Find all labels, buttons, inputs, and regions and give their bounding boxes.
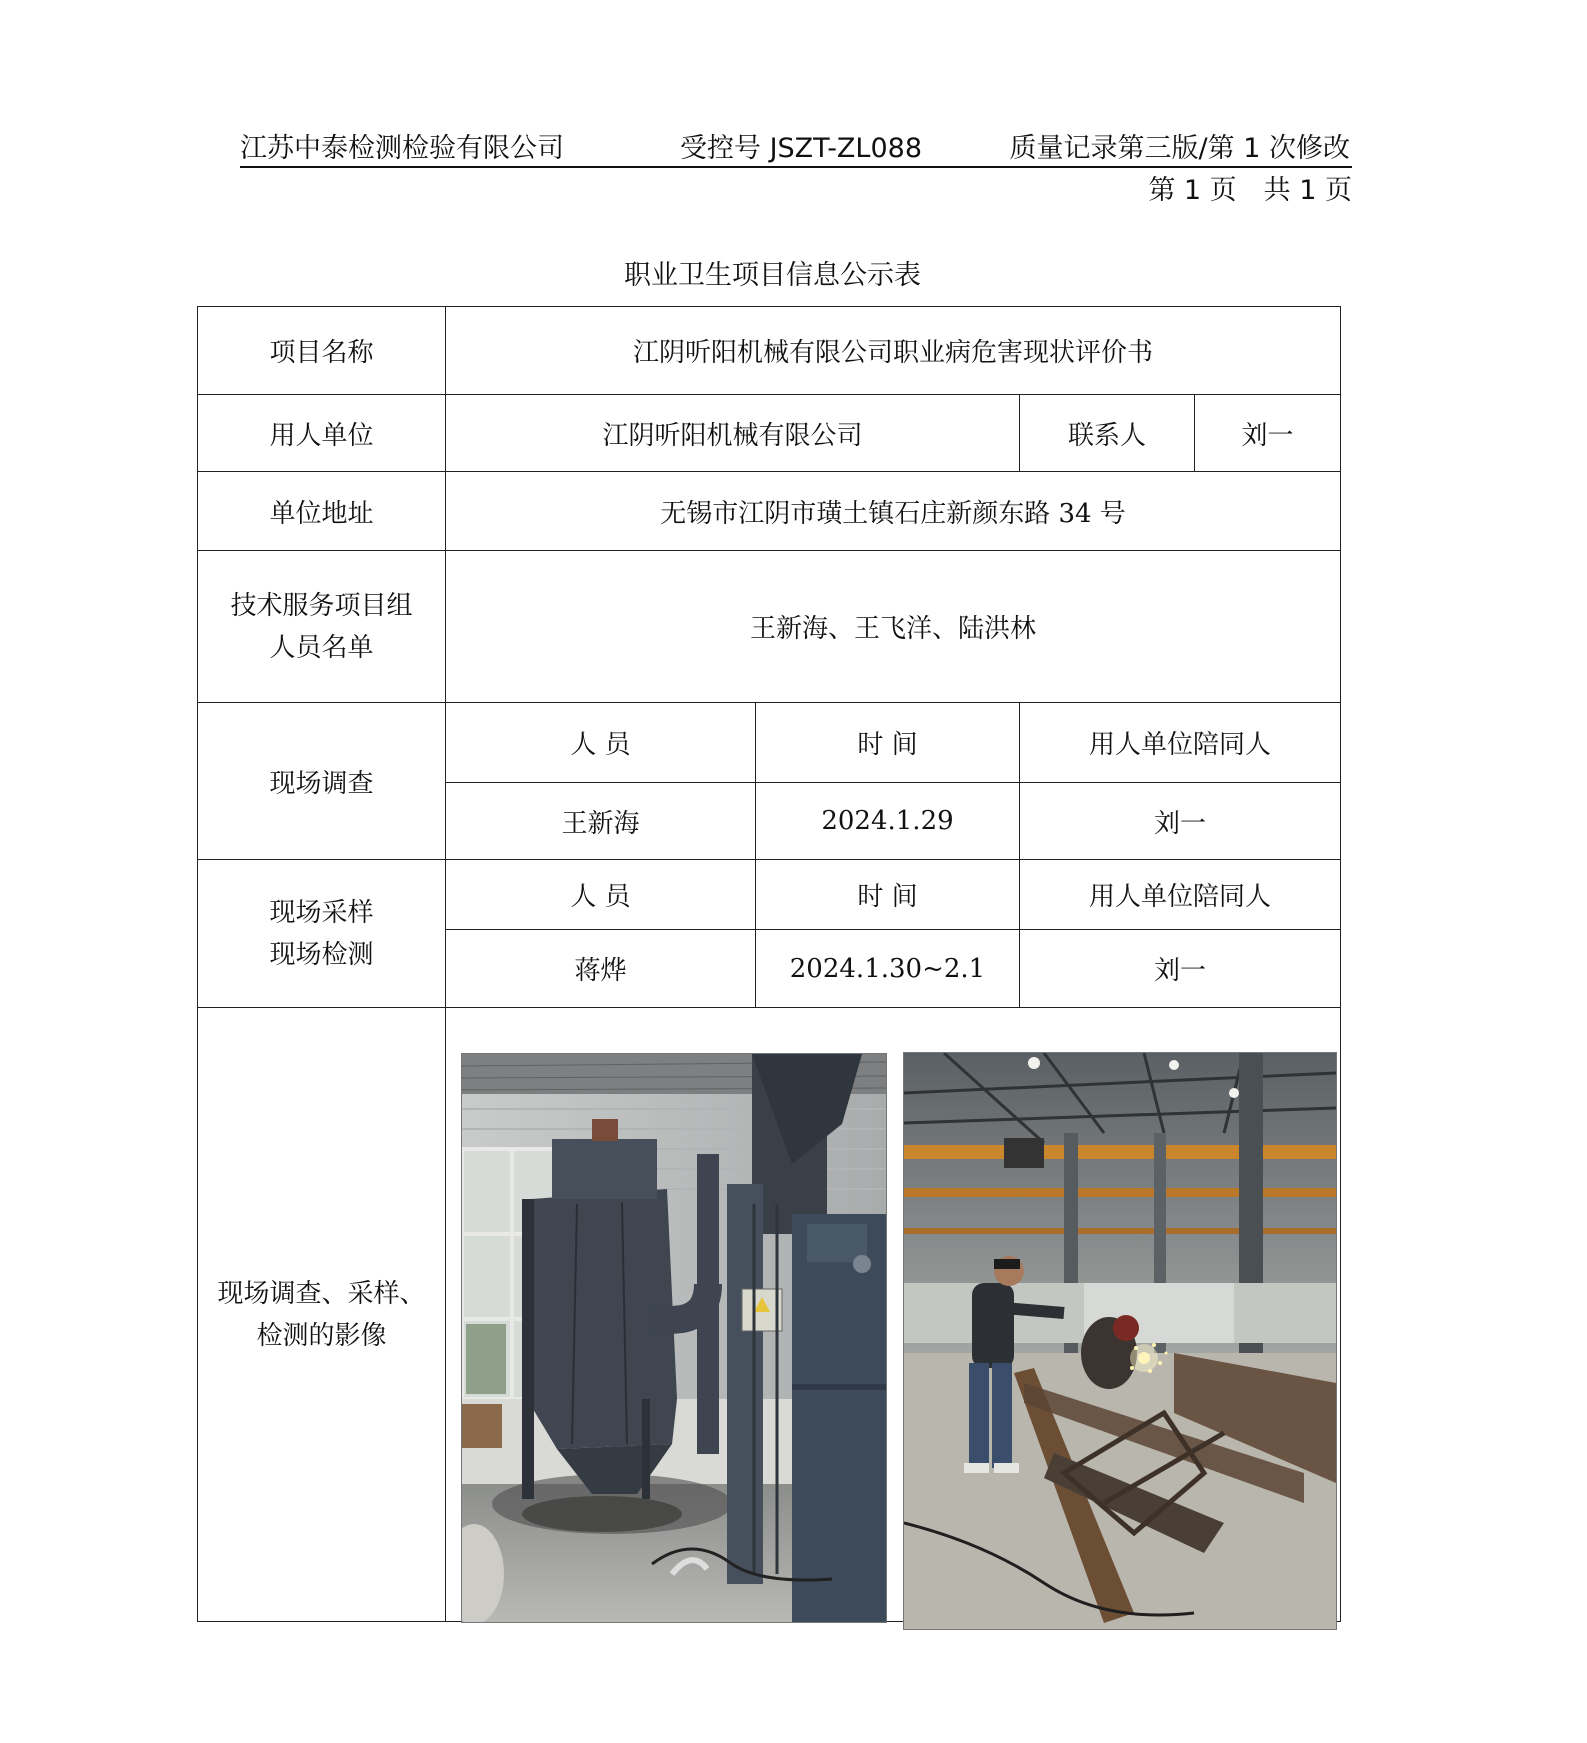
survey-escort: 刘一 (1020, 783, 1341, 860)
info-table (197, 306, 1341, 1622)
document-header (240, 122, 1350, 166)
project-name-value: 江阴听阳机械有限公司职业病危害现状评价书 (446, 307, 1341, 395)
survey-label: 现场调查 (198, 703, 446, 860)
survey-escort-header: 用人单位陪同人 (1020, 703, 1341, 783)
address-value: 无锡市江阴市璜土镇石庄新颜东路 34 号 (446, 472, 1341, 551)
survey-time-header: 时 间 (756, 703, 1020, 783)
sampling-escort: 刘一 (1020, 930, 1341, 1008)
table-row (198, 472, 1341, 551)
sampling-label (198, 860, 446, 1008)
survey-person: 王新海 (446, 783, 756, 860)
images-label-line-2: 检测的影像 (256, 1320, 387, 1351)
sampling-time-header: 时 间 (756, 860, 1020, 930)
table-row (198, 395, 1341, 472)
company-name: 江苏中泰检测检验有限公司 (240, 133, 564, 164)
record-version: 质量记录第三版/第 1 次修改 (1009, 133, 1350, 164)
welding-workshop-photo (903, 1052, 1337, 1630)
sampling-escort-header: 用人单位陪同人 (1020, 860, 1341, 930)
project-name-label: 项目名称 (198, 307, 446, 395)
sampling-label-line-1: 现场采样 (269, 897, 374, 928)
images-label-line-1: 现场调查、采样、 (217, 1278, 426, 1309)
team-label-line-2: 人员名单 (269, 632, 374, 663)
table-row (198, 1008, 1341, 1622)
sampling-person: 蒋烨 (446, 930, 756, 1008)
table-row (198, 703, 1341, 783)
page-title: 职业卫生项目信息公示表 (624, 260, 921, 291)
address-label: 单位地址 (198, 472, 446, 551)
contact-label: 联系人 (1020, 395, 1195, 472)
team-value: 王新海、王飞洋、陆洪林 (446, 551, 1341, 703)
survey-time: 2024.1.29 (756, 783, 1020, 860)
table-row (198, 307, 1341, 395)
welding-workshop-image (904, 1053, 1336, 1629)
survey-person-header: 人 员 (446, 703, 756, 783)
contact-value: 刘一 (1195, 395, 1341, 472)
page-info: 第 1 页 共 1 页 (1148, 175, 1352, 206)
sampling-person-header: 人 员 (446, 860, 756, 930)
employer-value: 江阴听阳机械有限公司 (446, 395, 1020, 472)
sampling-label-line-2: 现场检测 (269, 939, 374, 970)
team-label-line-1: 技术服务项目组 (230, 590, 413, 621)
control-number: 受控号 JSZT-ZL088 (680, 133, 923, 164)
sampling-time: 2024.1.30~2.1 (756, 930, 1020, 1008)
images-label (198, 1008, 446, 1622)
dust-collector-image (462, 1054, 886, 1622)
images-cell (446, 1008, 1341, 1622)
table-row (198, 860, 1341, 930)
employer-label: 用人单位 (198, 395, 446, 472)
table-row (198, 551, 1341, 703)
team-label (198, 551, 446, 703)
dust-collector-photo (461, 1053, 887, 1623)
